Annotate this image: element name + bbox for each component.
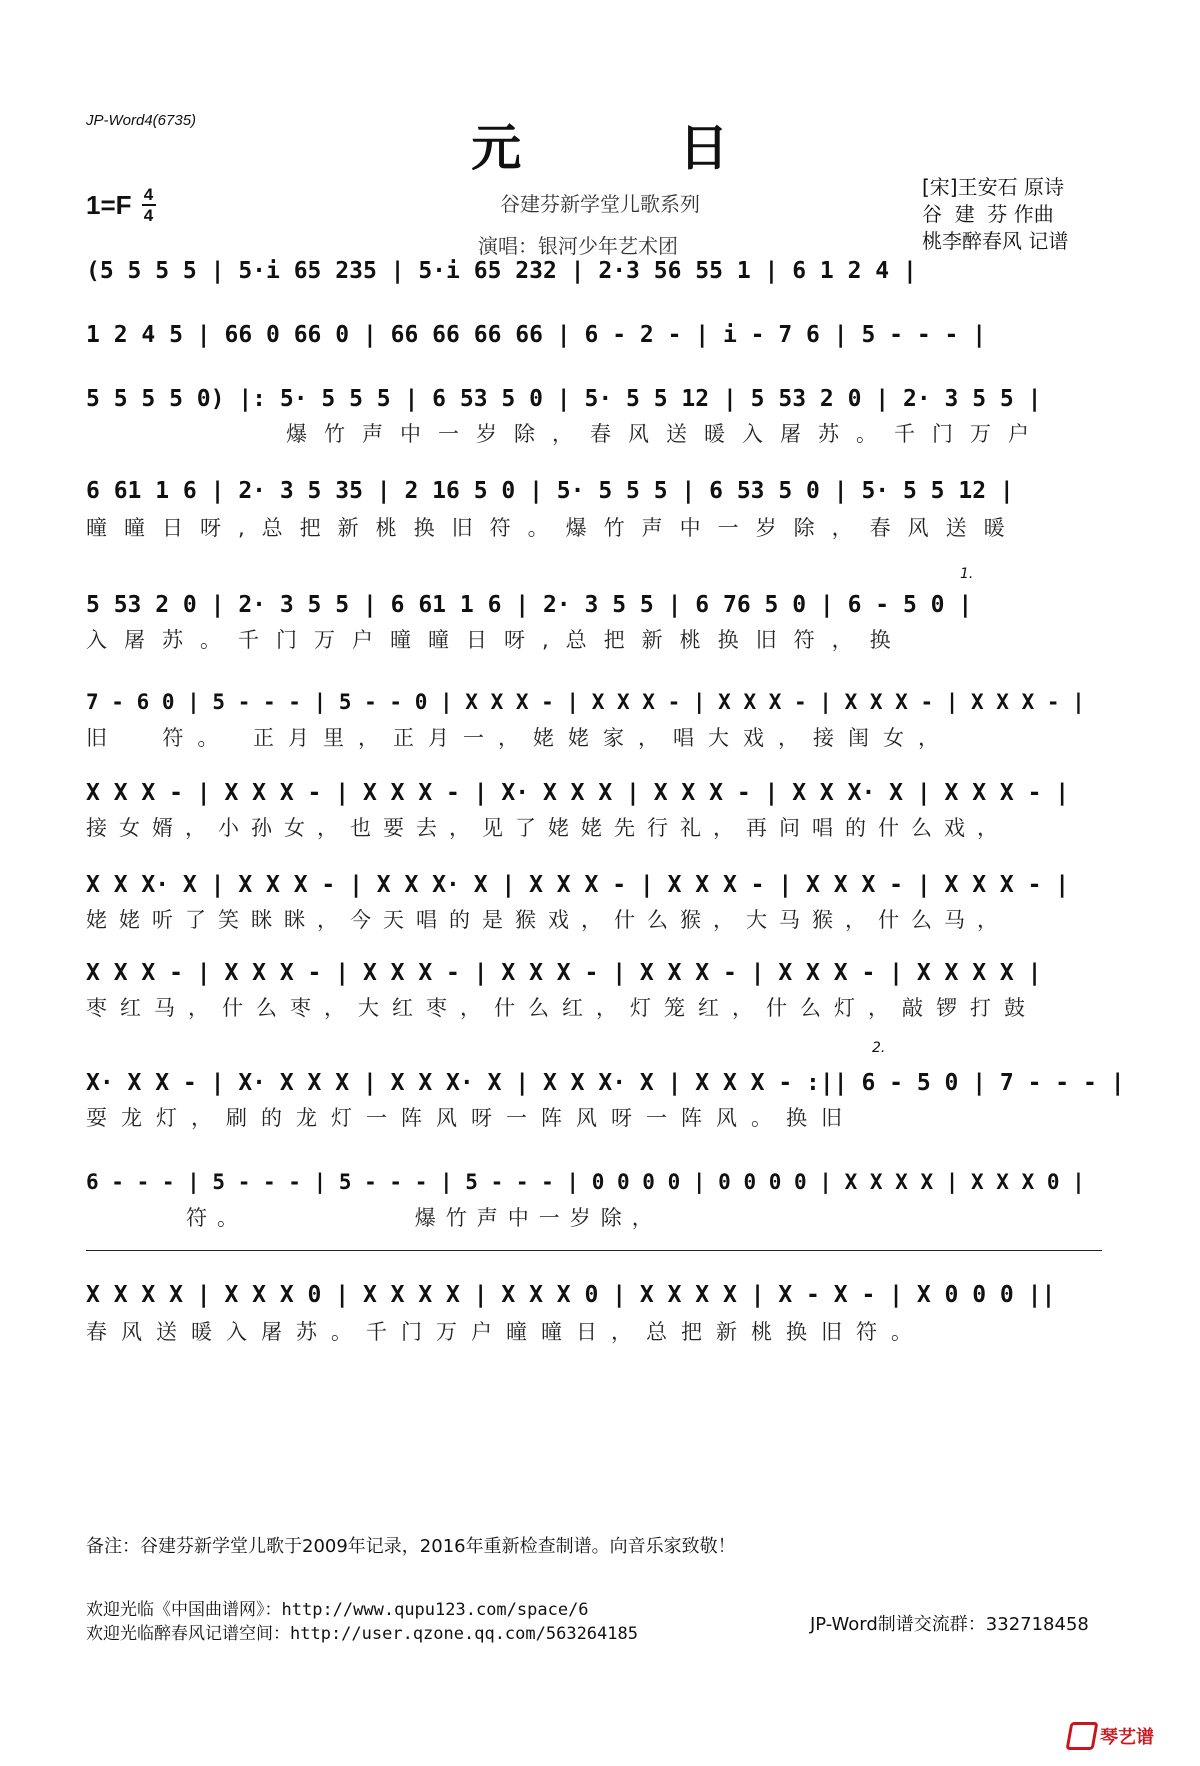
footer-link-qzone[interactable]: 欢迎光临醉春风记谱空间：http://user.qzone.qq.com/563264185 (86, 1624, 638, 1644)
software-version: JP-Word4(6735) (86, 112, 197, 129)
score-line-3-notes: 5 5 5 5 0) |: 5· 5 5 5 | 6 53 5 0 | 5· 5 5 12 | 5 53 2 0 | 2· 3 5 5 | (86, 386, 1042, 412)
credits (922, 174, 1068, 255)
credit-transcriber: 桃李醉春风 记谱 (922, 229, 1069, 253)
score-line-2-notes: 1 2 4 5 | 66 0 66 0 | 66 66 66 66 | 6 - 2 - | i - 7 6 | 5 - - - | (86, 322, 987, 348)
score-line-8-notes: X X X· X | X X X - | X X X· X | X X X - | X X X - | X X X - | X X X - | (86, 872, 1070, 898)
score-line-10-lyrics: 耍龙灯，刷的龙灯一阵风呀一阵风呀一阵风。换旧 (86, 1106, 856, 1130)
score-line-12-lyrics: 春风送暖入屠苏。千门万户曈曈日，总把新桃换旧符。 (86, 1320, 926, 1344)
score-line-3-lyrics: 爆竹声中一岁除，春风送暖入屠苏。千门万户 (286, 422, 1046, 446)
credit-lyricist: [宋]王安石 原诗 (922, 175, 1064, 199)
meter-bottom: 4 (143, 206, 154, 225)
score-line-6-notes: 7 - 6 0 | 5 - - - | 5 - - 0 | X X X - | X X X - | X X X - | X X X - | X X X - | (86, 690, 1085, 714)
remark: 备注：谷建芬新学堂儿歌于2009年记录，2016年重新检查制谱。向音乐家致敬！ (86, 1536, 736, 1557)
song-title: 元 日 (471, 119, 799, 177)
watermark-text: 琴艺谱 (1100, 1727, 1154, 1748)
score-line-10-notes: X· X X - | X· X X X | X X X· X | X X X· X | X X X - :|| 6 - 5 0 | 7 - - - | (86, 1070, 1125, 1096)
key-label: 1=F (86, 189, 132, 220)
score-line-9-notes: X X X - | X X X - | X X X - | X X X - | X X X - | X X X - | X X X X | (86, 960, 1042, 986)
score-line-9-lyrics: 枣红马，什么枣，大红枣，什么红，灯笼红，什么灯，敲锣打鼓 (86, 996, 1038, 1020)
qq-group: JP-Word制谱交流群：332718458 (810, 1614, 1089, 1635)
watermark (1068, 1722, 1154, 1750)
volta-2: 2. (872, 1040, 886, 1056)
score-line-1-notes: (5 5 5 5 | 5·i 65 235 | 5·i 65 232 | 2·3 56 55 1 | 6 1 2 4 | (86, 258, 917, 284)
score-line-11-lyrics: 符。 爆竹声中一岁除， (186, 1206, 663, 1230)
score-line-6-lyrics: 旧 符。 正月里，正月一，姥姥家，唱大戏，接闺女， (86, 726, 954, 750)
performer: 演唱：银河少年艺术团 (478, 234, 678, 258)
score-line-7-lyrics: 接女婿，小孙女，也要去，见了姥姥先行礼，再问唱的什么戏， (86, 816, 1010, 840)
watermark-logo-icon (1066, 1722, 1099, 1750)
divider-line (86, 1250, 1102, 1251)
footer-link-qupu[interactable]: 欢迎光临《中国曲谱网》：http://www.qupu123.com/space/6 (86, 1600, 589, 1620)
score-line-8-lyrics: 姥姥听了笑眯眯，今天唱的是猴戏，什么猴，大马猴，什么马， (86, 908, 1010, 932)
score-line-12-notes: X X X X | X X X 0 | X X X X | X X X 0 | X X X X | X - X - | X 0 0 0 || (86, 1282, 1056, 1308)
score-line-7-notes: X X X - | X X X - | X X X - | X· X X X | X X X - | X X X· X | X X X - | (86, 780, 1070, 806)
series-subtitle: 谷建芬新学堂儿歌系列 (500, 192, 700, 216)
meter-top: 4 (143, 185, 154, 204)
credit-composer: 谷 建 芬 作曲 (922, 202, 1054, 226)
score-line-4-notes: 6 61 1 6 | 2· 3 5 35 | 2 16 5 0 | 5· 5 5 5 | 6 53 5 0 | 5· 5 5 12 | (86, 478, 1014, 504)
score-line-5-lyrics: 入屠苏。千门万户曈曈日呀,总把新桃换旧符，换 (86, 628, 908, 652)
score-line-11-notes: 6 - - - | 5 - - - | 5 - - - | 5 - - - | 0 0 0 0 | 0 0 0 0 | X X X X | X X X 0 | (86, 1170, 1085, 1194)
volta-1: 1. (960, 566, 974, 582)
footer-links (86, 1598, 638, 1646)
score-line-4-lyrics: 曈曈日呀,总把新桃换旧符。爆竹声中一岁除，春风送暖 (86, 516, 1022, 540)
score-line-5-notes: 5 53 2 0 | 2· 3 5 5 | 6 61 1 6 | 2· 3 5 5 | 6 76 5 0 | 6 - 5 0 | (86, 592, 973, 618)
